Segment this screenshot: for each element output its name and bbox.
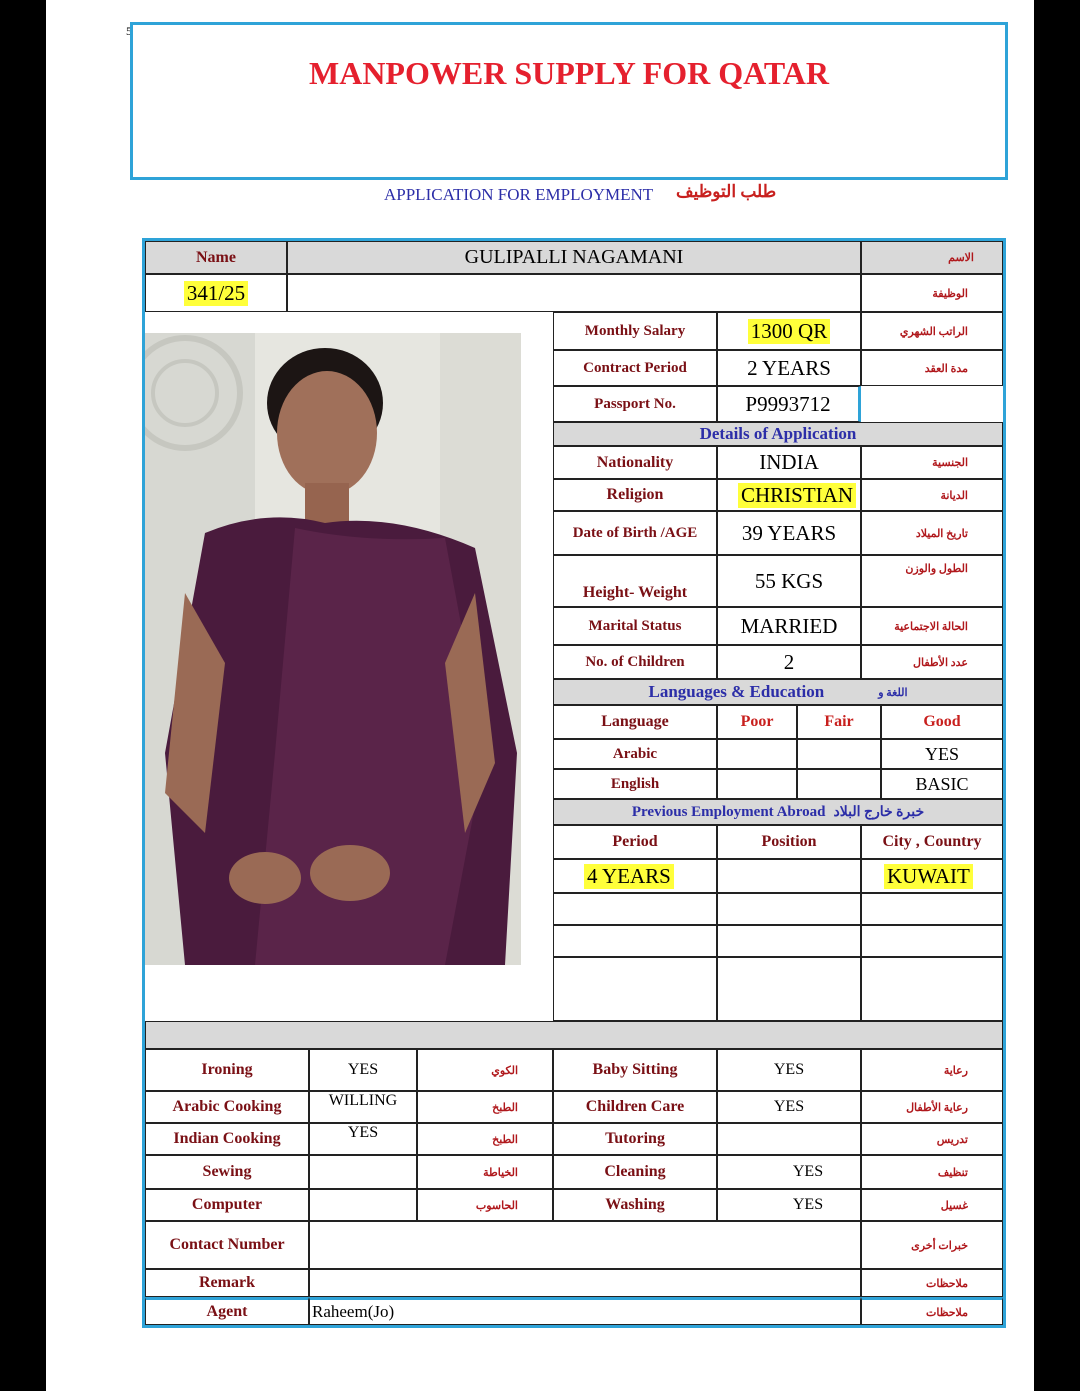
- contract-value: 2 YEARS: [717, 350, 861, 386]
- lang-col-fair: Fair: [797, 705, 881, 739]
- skill-children-care-label: Children Care: [553, 1091, 717, 1123]
- skill-baby-sitting-value: YES: [717, 1049, 861, 1091]
- remark-label-arabic: ملاحظات: [861, 1269, 1003, 1297]
- skill-computer-label: Computer: [145, 1189, 309, 1221]
- languages-header: [553, 679, 1003, 705]
- language-english-poor: [717, 769, 797, 799]
- prev-empty-2b: [717, 925, 861, 957]
- skill-washing-value: YES: [717, 1189, 861, 1221]
- language-arabic: Arabic: [553, 739, 717, 769]
- religion-value: CHRISTIAN: [738, 483, 856, 508]
- prev-row-country: KUWAIT: [884, 864, 973, 889]
- name-label-arabic: الاسم: [861, 241, 1003, 274]
- skill-children-care-value: YES: [717, 1091, 861, 1123]
- skill-ironing-label: Ironing: [145, 1049, 309, 1091]
- agent-label: Agent: [145, 1297, 309, 1325]
- contract-label-arabic: مدة العقد: [861, 350, 1003, 386]
- remark-value: [309, 1269, 861, 1297]
- prev-empty-3c: [861, 957, 1003, 1021]
- application-label: APPLICATION FOR EMPLOYMENT: [384, 185, 654, 204]
- skill-sewing-arabic: الخياطة: [417, 1155, 553, 1189]
- skill-ironing-value: YES: [309, 1049, 417, 1091]
- prev-col-position: Position: [717, 825, 861, 859]
- ref-value: 341/25: [184, 281, 248, 306]
- marital-label: Marital Status: [553, 607, 717, 645]
- prev-empty-2a: [553, 925, 717, 957]
- skill-washing-arabic: غسيل: [861, 1189, 1003, 1221]
- dob-label-arabic: تاريخ الميلاد: [861, 511, 1003, 555]
- passport-label: Passport No.: [553, 386, 717, 422]
- prev-row-period: 4 YEARS: [584, 864, 674, 889]
- children-value: 2: [717, 645, 861, 679]
- salary-label: Monthly Salary: [553, 312, 717, 350]
- lang-col-good: Good: [881, 705, 1003, 739]
- skill-cleaning-arabic: تنظيف: [861, 1155, 1003, 1189]
- remark-label: Remark: [145, 1269, 309, 1297]
- skill-baby-sitting-label: Baby Sitting: [553, 1049, 717, 1091]
- language-arabic-fair: [797, 739, 881, 769]
- skill-children-care-arabic: رعاية الأطفال: [861, 1091, 1003, 1123]
- name-value: GULIPALLI NAGAMANI: [287, 241, 861, 274]
- marital-value: MARRIED: [717, 607, 861, 645]
- section-separator: [145, 1021, 1003, 1049]
- application-form: [142, 238, 1006, 1328]
- prev-empty-3b: [717, 957, 861, 1021]
- marital-label-arabic: الحالة الاجتماعية: [861, 607, 1003, 645]
- skill-cleaning-label: Cleaning: [553, 1155, 717, 1189]
- salary-value: 1300 QR: [748, 319, 830, 344]
- height-weight-value: 55 KGS: [717, 555, 861, 607]
- skill-ironing-arabic: الكوي: [417, 1049, 553, 1091]
- nationality-label-arabic: الجنسية: [861, 446, 1003, 479]
- prev-empty-1a: [553, 893, 717, 925]
- ref-cell: [145, 274, 287, 312]
- prev-empty-3a: [553, 957, 717, 1021]
- name-label: Name: [145, 241, 287, 274]
- prev-empty-1b: [717, 893, 861, 925]
- dob-value: 39 YEARS: [717, 511, 861, 555]
- details-header: Details of Application: [553, 422, 1003, 446]
- skill-arabic-cooking-label: Arabic Cooking: [145, 1091, 309, 1123]
- previous-employment-header: [553, 799, 1003, 825]
- skill-sewing-value: [309, 1155, 417, 1189]
- previous-employment-header-text: Previous Employment Abroad: [631, 803, 826, 820]
- height-weight-label: Height- Weight: [553, 555, 717, 607]
- application-label-arabic: طلب التوظيف: [676, 182, 777, 201]
- nationality-value: INDIA: [717, 446, 861, 479]
- prev-row-country-cell: [861, 859, 1003, 893]
- dob-label: Date of Birth /AGE: [553, 511, 717, 555]
- contact-label-arabic: خبرات أخرى: [861, 1221, 1003, 1269]
- skill-indian-cooking-arabic: الطبخ: [417, 1123, 553, 1155]
- children-label: No. of Children: [553, 645, 717, 679]
- prev-row-period-cell: [553, 859, 717, 893]
- application-page: [46, 0, 1034, 1391]
- children-label-arabic: عدد الأطفال: [861, 645, 1003, 679]
- height-weight-label-arabic: الطول والوزن: [861, 555, 1003, 607]
- contract-label: Contract Period: [553, 350, 717, 386]
- skill-baby-sitting-arabic: رعاية: [861, 1049, 1003, 1091]
- contact-value: [309, 1221, 861, 1269]
- agent-value: Raheem(Jo): [309, 1297, 861, 1325]
- skill-computer-arabic: الحاسوب: [417, 1189, 553, 1221]
- language-arabic-poor: [717, 739, 797, 769]
- skill-tutoring-value: [717, 1123, 861, 1155]
- language-english: English: [553, 769, 717, 799]
- previous-employment-header-arabic: خبرة خارج البلاد: [833, 804, 925, 820]
- religion-label: Religion: [553, 479, 717, 511]
- religion-label-arabic: الديانة: [861, 479, 1003, 511]
- skill-computer-value: [309, 1189, 417, 1221]
- applicant-photo: [145, 333, 521, 965]
- prev-col-country: City , Country: [861, 825, 1003, 859]
- skill-tutoring-arabic: تدريس: [861, 1123, 1003, 1155]
- document-title: MANPOWER SUPPLY FOR QATAR: [309, 55, 829, 91]
- languages-header-arabic: اللغة و: [878, 686, 908, 699]
- prev-empty-2c: [861, 925, 1003, 957]
- prev-row-position: [717, 859, 861, 893]
- skill-arabic-cooking-value: WILLING: [309, 1091, 417, 1123]
- language-english-fair: [797, 769, 881, 799]
- religion-cell: [717, 479, 861, 511]
- ref-blank: [287, 274, 861, 312]
- photo-illustration: [145, 333, 521, 965]
- languages-header-text: Languages & Education: [648, 682, 825, 701]
- salary-label-arabic: الراتب الشهري: [861, 312, 1003, 350]
- agent-label-arabic: ملاحظات: [861, 1297, 1003, 1325]
- skill-indian-cooking-value: YES: [309, 1123, 417, 1155]
- language-english-good: BASIC: [881, 769, 1003, 799]
- ref-label-arabic: الوظيفة: [861, 274, 1003, 312]
- page-number: 5: [126, 24, 132, 38]
- prev-empty-1c: [861, 893, 1003, 925]
- skill-arabic-cooking-arabic: الطبخ: [417, 1091, 553, 1123]
- lang-col-poor: Poor: [717, 705, 797, 739]
- skill-tutoring-label: Tutoring: [553, 1123, 717, 1155]
- skill-cleaning-value: YES: [717, 1155, 861, 1189]
- salary-cell: [717, 312, 861, 350]
- lang-col-language: Language: [553, 705, 717, 739]
- prev-col-period: Period: [553, 825, 717, 859]
- skill-indian-cooking-label: Indian Cooking: [145, 1123, 309, 1155]
- contact-label: Contact Number: [145, 1221, 309, 1269]
- language-arabic-good: YES: [881, 739, 1003, 769]
- skill-sewing-label: Sewing: [145, 1155, 309, 1189]
- skill-washing-label: Washing: [553, 1189, 717, 1221]
- header-box: [130, 22, 1008, 180]
- passport-value: P9993712: [717, 386, 861, 422]
- nationality-label: Nationality: [553, 446, 717, 479]
